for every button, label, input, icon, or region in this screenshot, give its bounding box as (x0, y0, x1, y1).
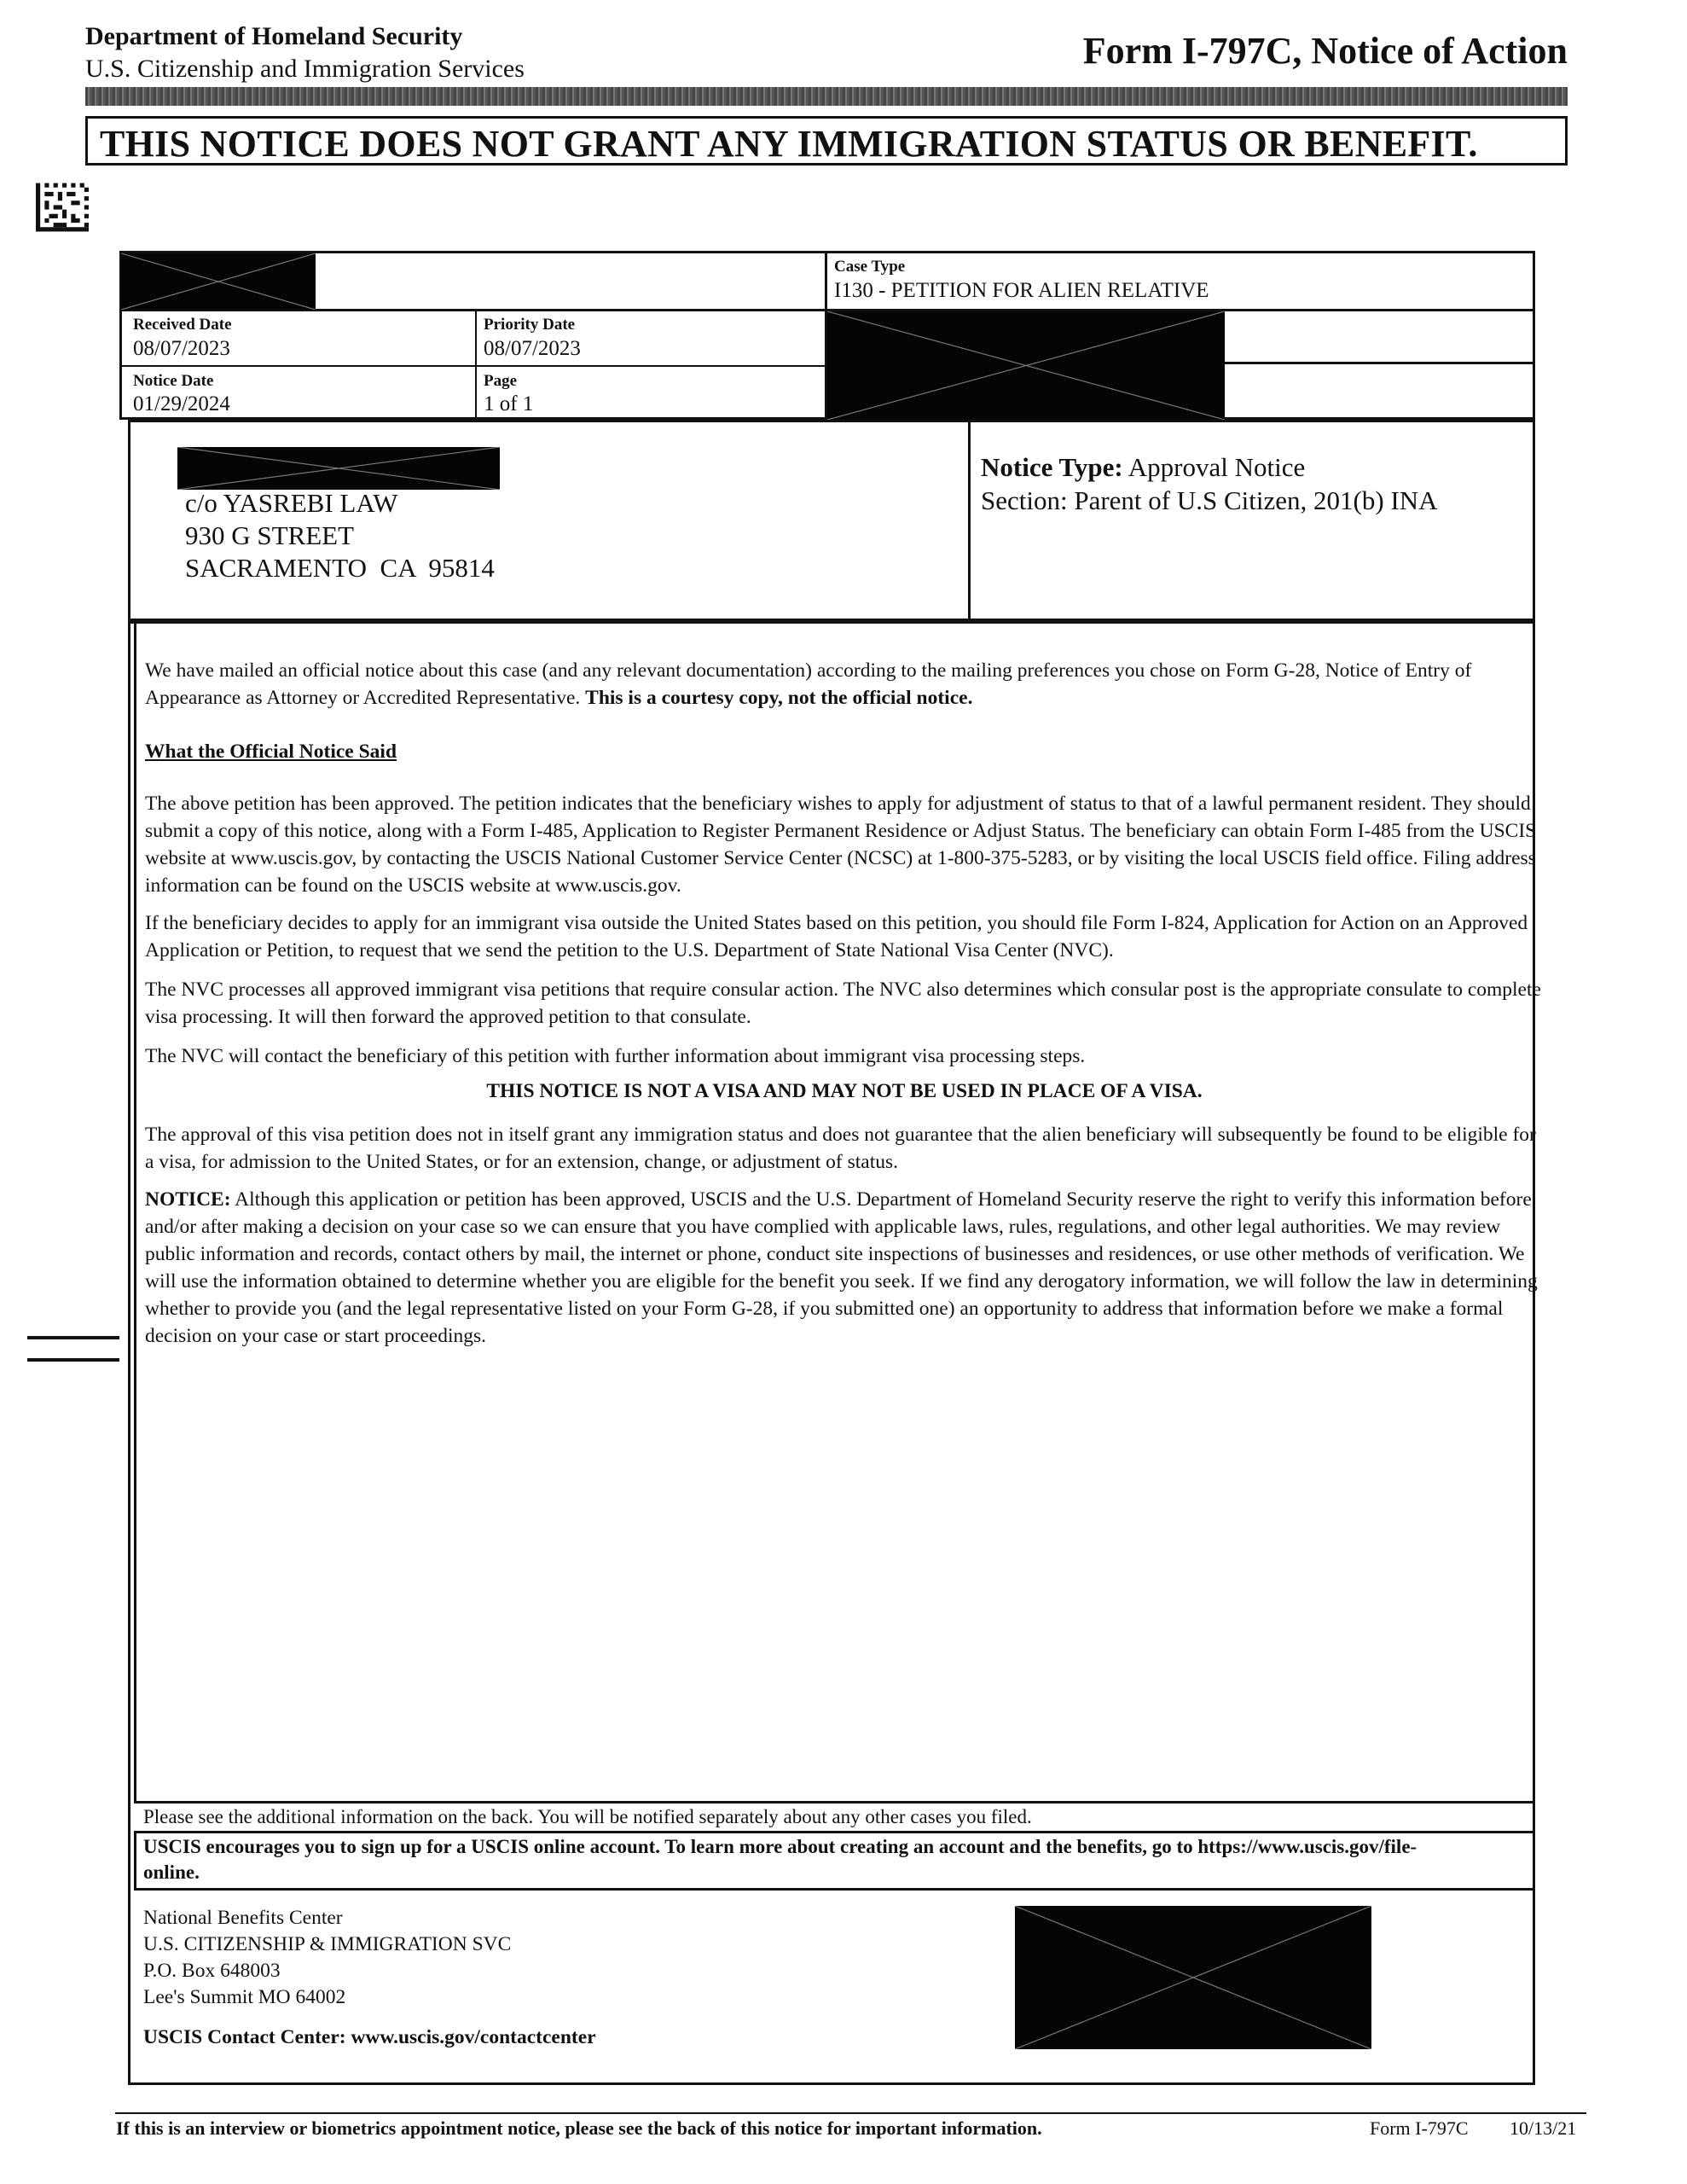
form-version: 10/13/21 (1510, 2117, 1577, 2139)
agency-line-2: U.S. Citizenship and Immigration Services (85, 55, 525, 83)
notice-section: Section: Parent of U.S Citizen, 201(b) INA (981, 485, 1438, 515)
notice-type-value: Approval Notice (1128, 452, 1306, 482)
header-bar (85, 87, 1568, 106)
notice-date-value: 01/29/2024 (133, 392, 230, 415)
paragraph-5: The approval of this visa petition does not in itself grant any immigration status and does not guarantee that the alien beneficiary will subsequently be found to be eligible for a visa, for admission to the United States, or for an extension, change, or adjustment of status. (145, 1124, 1536, 1173)
appointment-note: If this is an interview or biometrics appointment notice, please see the back of this notice for important information. (116, 2117, 1042, 2139)
office-line-4: Lee's Summit MO 64002 (143, 1986, 346, 2008)
address-line-3: SACRAMENTO CA 95814 (185, 553, 495, 583)
case-type-label: Case Type (834, 258, 906, 276)
redaction-box-icon (121, 253, 316, 310)
form-id: Form I-797C (1370, 2117, 1469, 2139)
office-line-2: U.S. CITIZENSHIP & IMMIGRATION SVC (143, 1933, 512, 1955)
visa-warning: THIS NOTICE IS NOT A VISA AND MAY NOT BE USED IN PLACE OF A VISA. (486, 1080, 1203, 1102)
redaction-box-icon (827, 311, 1225, 420)
page-value: 1 of 1 (484, 392, 534, 415)
notice-date-label: Notice Date (133, 372, 214, 390)
intro-bold-text: This is a courtesy copy, not the official notice. (585, 687, 973, 709)
paragraph-4: The NVC will contact the beneficiary of this petition with further information about immigrant visa processing steps. (145, 1045, 1086, 1067)
status-banner-text: THIS NOTICE DOES NOT GRANT ANY IMMIGRATION STATUS OR BENEFIT. (100, 123, 1478, 165)
section-heading: What the Official Notice Said (145, 741, 397, 763)
notice-type-box (968, 420, 1535, 621)
paragraph-1: The above petition has been approved. The petition indicates that the beneficiary wishes to apply for adjustment of status to that of a lawful permanent resident. They should submit a copy of this notice, along with a Form I-485, Application to Register Permanent Residence or Adjust Status. The beneficiary can obtain Form I-485 from the USCIS website at www.uscis.gov, by contacting the USCIS National Customer Service Center (NCSC) at 1-800-375-5283, or by visiting the local USCIS field office. Filing address information can be found on the USCIS website at www.uscis.gov. (145, 793, 1537, 897)
paragraph-3: The NVC processes all approved immigrant visa petitions that require consular action. The NVC also determines which consular post is the appropriate consulate to complete visa processing. It will then forward the approved petition to that consulate. (145, 979, 1541, 1028)
notice-text: Although this application or petition has been approved, USCIS and the U.S. Department of Homeland Security reserve the right to verify this information before and/or after making a decision on your case so we can ensure that you have complied with applicable laws, rules, regulations, and other legal authorities. We may review public information and records, contact others by mail, the internet or phone, conduct site inspections of businesses and residences, or use other methods of verification. We will use the information obtained to determine whether you are eligible for the benefit you seek. If we find any derogatory information, we will follow the law in determining whether to provide you (and the legal representative listed on your Form G-28, if you submitted one) an opportunity to address that information before we make a formal decision on your case or start proceedings. (145, 1188, 1538, 1347)
received-date-value: 08/07/2023 (133, 337, 230, 360)
2d-barcode-icon (36, 183, 89, 232)
priority-date-value: 08/07/2023 (484, 337, 581, 360)
case-type-value: I130 - PETITION FOR ALIEN RELATIVE (834, 279, 1209, 302)
page-label: Page (484, 372, 518, 390)
contact-center-text: USCIS Contact Center: www.uscis.gov/contactcenter (143, 2026, 596, 2048)
notice-type (981, 452, 1305, 483)
office-line-3: P.O. Box 648003 (143, 1960, 281, 1982)
status-banner (85, 116, 1568, 166)
address-line-1: c/o YASREBI LAW (185, 488, 398, 518)
margin-mark (27, 1336, 119, 1339)
margin-mark (27, 1358, 119, 1362)
intro-paragraph (145, 657, 1544, 712)
online-account-text: USCIS encourages you to sign up for a USCIS online account. To learn more about creating an account and the benefits, go to https://www.uscis.gov/file-online. (143, 1836, 1417, 1883)
priority-date-label: Priority Date (484, 316, 576, 334)
notice-type-label: Notice Type: (981, 452, 1123, 482)
address-line-2: 930 G STREET (185, 520, 355, 550)
office-line-1: National Benefits Center (143, 1907, 343, 1929)
received-date-label: Received Date (133, 316, 232, 334)
additional-info-text: Please see the additional information on the back. You will be notified separately about any other cases you filed. (143, 1806, 1032, 1827)
agency-line-1: Department of Homeland Security (85, 22, 463, 50)
paragraph-2: If the beneficiary decides to apply for an immigrant visa outside the United States based on this petition, you should file Form I-824, Application for Action on an Approved Application or Petition, to request that we send the petition to the U.S. Department of State National Visa Center (NVC). (145, 912, 1528, 961)
redaction-box-icon (177, 447, 500, 490)
notice-paragraph (145, 1186, 1544, 1350)
intro-text: We have mailed an official notice about this case (and any relevant documentation) according to the mailing preferences you chose on Form G-28, Notice of Entry of Appearance as Attorney or Accredited Representative. (145, 659, 1472, 709)
form-title: Form I-797C, Notice of Action (1082, 30, 1568, 72)
redaction-box-icon (1015, 1906, 1371, 2049)
notice-label: NOTICE: (145, 1188, 231, 1211)
